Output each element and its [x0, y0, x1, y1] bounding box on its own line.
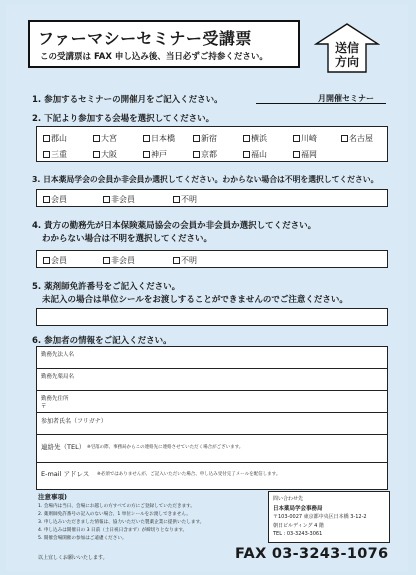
q6-label: 6. 参加者の情報をご記入ください。 — [32, 336, 172, 346]
checkbox[interactable] — [173, 257, 180, 264]
checkbox[interactable] — [193, 151, 200, 158]
checkbox[interactable] — [103, 196, 110, 203]
checkbox[interactable] — [243, 135, 250, 142]
venue-option[interactable]: 郡山 — [43, 133, 67, 144]
notes-title: 注意事項) — [38, 493, 67, 501]
participant-name-row[interactable] — [37, 413, 387, 435]
checkbox[interactable] — [43, 196, 50, 203]
venue-option[interactable]: 京都 — [193, 149, 217, 160]
q5-label-1: 5. 薬剤師免許番号をご記入ください。 — [32, 282, 181, 292]
form-page — [6, 4, 408, 571]
postal-mark: 〒 — [41, 404, 47, 410]
association-box — [36, 250, 388, 268]
corp-name-row[interactable] — [37, 347, 387, 369]
venue-option[interactable]: 大阪 — [93, 149, 117, 160]
venue-option[interactable]: 横浜 — [243, 133, 267, 144]
venue-option[interactable]: 日本橋 — [143, 133, 175, 144]
page-subtitle: この受講票は FAX 申し込み後、当日必ずご持参ください。 — [40, 52, 268, 62]
pharmacy-name-row[interactable] — [37, 369, 387, 391]
checkbox[interactable] — [143, 135, 150, 142]
tel-note: ※연落の際、事務局からこの連絡先に連絡させていただく場合がございます。 — [87, 445, 244, 450]
q5-label-2: 未記入の場合は単位シールをお渡しすることができませんのでご注意ください。 — [42, 295, 348, 305]
month-suffix: 月開催セミナー — [318, 94, 374, 103]
address-row[interactable] — [37, 391, 387, 413]
contact-box — [268, 491, 390, 543]
participant-name-label: 参加者氏名（フリガナ） — [41, 418, 107, 425]
option-member[interactable]: 会員 — [43, 194, 67, 205]
email-note: ※必須ではありませんが、ご記入いただいた場合、申し込み受付完了メールを配信します。 — [97, 472, 281, 477]
option-unknown[interactable]: 不明 — [173, 194, 197, 205]
send-direction-arrow-icon — [314, 22, 380, 74]
checkbox[interactable] — [193, 135, 200, 142]
license-number-field[interactable] — [36, 308, 388, 326]
participant-info-table — [36, 346, 388, 490]
venue-option[interactable]: 神戸 — [143, 149, 167, 160]
option-member[interactable]: 会員 — [43, 255, 67, 266]
contact-tel: TEL : 03-3243-3061 — [273, 531, 323, 537]
checkbox[interactable] — [43, 257, 50, 264]
closing-text: 以上宜しくお願いいたします。 — [38, 555, 108, 561]
venue-option[interactable]: 川崎 — [293, 133, 317, 144]
q1-label: 1. 参加するセミナーの開催月をご記入ください。 — [32, 95, 223, 105]
address-label: 勤務先住所 — [41, 396, 69, 402]
contact-address-1: 〒103-0027 東京都中央区日本橋 3-12-2 — [273, 514, 367, 520]
tel-row[interactable] — [37, 435, 387, 463]
checkbox[interactable] — [293, 135, 300, 142]
venue-option[interactable]: 大宮 — [93, 133, 117, 144]
checkbox[interactable] — [43, 135, 50, 142]
option-non-member[interactable]: 非会員 — [103, 255, 135, 266]
title-box — [28, 20, 300, 68]
checkbox[interactable] — [43, 151, 50, 158]
checkbox[interactable] — [173, 196, 180, 203]
venue-option[interactable]: 福山 — [243, 149, 267, 160]
email-label: E-mail アドレス — [41, 470, 90, 478]
checkbox[interactable] — [103, 257, 110, 264]
venue-option[interactable]: 三重 — [43, 149, 67, 160]
contact-heading: 問い合わせ先 — [273, 496, 304, 502]
checkbox[interactable] — [143, 151, 150, 158]
checkbox[interactable] — [243, 151, 250, 158]
note-line: 4. 申し込みは開催日の 3 日前（土日祝日含まず）が締切りとなります。 — [38, 528, 188, 533]
note-line: 3. 申し込みいただきました情報は、協力いただいた製薬企業に提供いたします。 — [38, 520, 205, 525]
checkbox[interactable] — [93, 135, 100, 142]
venue-option[interactable]: 名古屋 — [341, 133, 373, 144]
corp-name-label: 勤務先法人名 — [41, 352, 75, 358]
tel-label: 連絡先（TEL） — [41, 443, 86, 451]
q4-label-1: 4. 貴方の勤務先が日本保険薬局協会の会員か非会員か選択してください。 — [32, 221, 317, 231]
contact-address-2: 朝日ビルディング 4 階 — [273, 523, 324, 529]
contact-org: 日本薬局学会事務局 — [273, 506, 323, 512]
venue-option[interactable]: 福岡 — [293, 149, 317, 160]
checkbox[interactable] — [341, 135, 348, 142]
fax-number: FAX 03-3243-1076 — [235, 546, 389, 562]
q2-label: 2. 下記より参加する会場を選択してください。 — [32, 114, 215, 124]
email-row[interactable] — [37, 463, 387, 490]
venue-box — [36, 126, 388, 162]
send-label-1: 送信 — [334, 41, 359, 55]
checkbox[interactable] — [93, 151, 100, 158]
note-line: 2. 薬剤師免許番号の記入のない場合、1 単位シールをお渡しできません。 — [38, 512, 191, 517]
membership-box — [36, 189, 388, 207]
pharmacy-name-label: 勤務先薬局名 — [41, 374, 75, 380]
q4-label-2: わからない場合は不明を選択してください。 — [42, 234, 213, 244]
checkbox[interactable] — [293, 151, 300, 158]
q3-label: 3. 日本薬局学会の会員か非会員か選択してください。わからない場合は不明を選択してください。 — [32, 175, 379, 184]
page-title: ファーマシーセミナー受講票 — [38, 29, 252, 48]
option-non-member[interactable]: 非会員 — [103, 194, 135, 205]
note-line: 5. 開催会場開催の参加はご遠慮ください。 — [38, 536, 127, 541]
note-line: 1. 会場内は当日、会場にお越しの方すべての方にご登録していただきます。 — [38, 504, 195, 509]
send-label-2: 方向 — [334, 55, 359, 69]
option-unknown[interactable]: 不明 — [173, 255, 197, 266]
venue-option[interactable]: 新宿 — [193, 133, 217, 144]
